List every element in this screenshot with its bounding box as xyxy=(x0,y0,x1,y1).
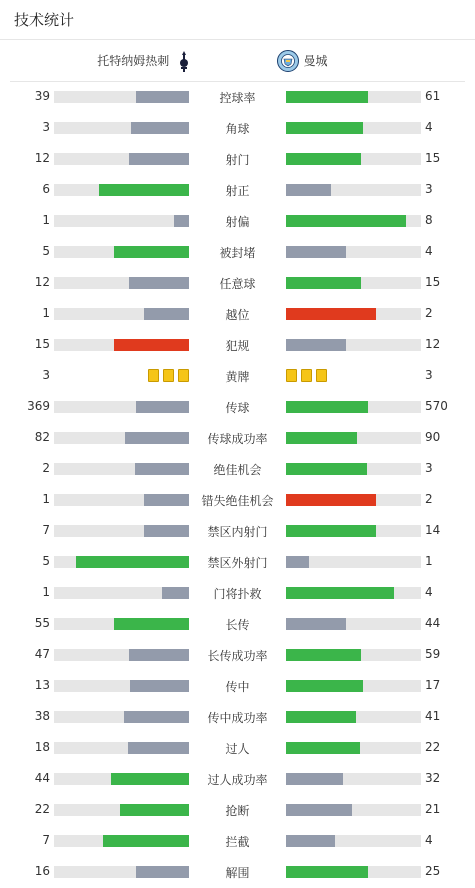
away-value: 2 xyxy=(425,492,433,506)
home-value: 18 xyxy=(34,740,50,754)
home-value: 55 xyxy=(34,616,50,630)
away-value: 22 xyxy=(425,740,441,754)
stat-label: 门将扑救 xyxy=(213,587,262,601)
away-bar xyxy=(286,122,421,134)
away-bar-fill xyxy=(286,866,368,878)
home-bar xyxy=(54,773,189,785)
away-bar-fill xyxy=(286,153,361,165)
home-value: 6 xyxy=(42,182,50,196)
yellow-card-icon xyxy=(286,369,297,382)
stat-label: 犯规 xyxy=(225,339,250,353)
home-bar xyxy=(54,742,189,754)
home-bar xyxy=(54,91,189,103)
stat-label: 长传成功率 xyxy=(207,649,268,663)
away-bar-fill xyxy=(286,773,343,785)
stat-row xyxy=(0,640,475,671)
home-bar-fill xyxy=(99,184,189,196)
home-bar xyxy=(54,339,189,351)
home-value: 22 xyxy=(34,802,50,816)
yellow-card-icon xyxy=(163,369,174,382)
away-bar xyxy=(286,277,421,289)
home-value: 3 xyxy=(42,120,50,134)
home-value: 1 xyxy=(42,306,50,320)
away-value: 3 xyxy=(425,368,433,382)
away-value: 25 xyxy=(425,864,441,878)
home-value: 39 xyxy=(34,89,50,103)
away-bar xyxy=(286,339,421,351)
away-bar-fill xyxy=(286,339,346,351)
away-value: 14 xyxy=(425,523,441,537)
home-value: 369 xyxy=(27,399,50,413)
home-bar xyxy=(54,618,189,630)
home-yellow-cards xyxy=(148,369,189,383)
home-value: 82 xyxy=(34,430,50,444)
home-bar xyxy=(54,525,189,537)
away-bar-fill xyxy=(286,277,361,289)
stat-row xyxy=(0,578,475,609)
away-bar-fill xyxy=(286,618,346,630)
home-value: 2 xyxy=(42,461,50,475)
stat-row xyxy=(0,609,475,640)
home-bar-fill xyxy=(125,432,189,444)
away-bar xyxy=(286,494,421,506)
stat-row xyxy=(0,733,475,764)
away-bar xyxy=(286,804,421,816)
home-bar-fill xyxy=(129,153,189,165)
away-value: 4 xyxy=(425,585,433,599)
home-bar-fill xyxy=(76,556,189,568)
away-bar xyxy=(286,587,421,599)
away-value: 12 xyxy=(425,337,441,351)
stat-row xyxy=(0,299,475,330)
away-value: 41 xyxy=(425,709,441,723)
stat-label: 传球成功率 xyxy=(207,432,268,446)
stat-row xyxy=(0,764,475,795)
away-bar xyxy=(286,215,421,227)
stat-row xyxy=(0,113,475,144)
away-bar xyxy=(286,184,421,196)
home-bar xyxy=(54,122,189,134)
home-bar-fill xyxy=(111,773,189,785)
home-team-name: 托特纳姆热刺 xyxy=(97,54,170,68)
stat-row xyxy=(0,144,475,175)
home-value: 13 xyxy=(34,678,50,692)
home-bar xyxy=(54,184,189,196)
home-value: 1 xyxy=(42,213,50,227)
stat-label: 拦截 xyxy=(225,835,250,849)
home-value: 7 xyxy=(42,833,50,847)
away-bar xyxy=(286,525,421,537)
home-value: 12 xyxy=(34,275,50,289)
away-team[interactable] xyxy=(239,50,466,72)
stat-row xyxy=(0,454,475,485)
home-value: 47 xyxy=(34,647,50,661)
home-bar-fill xyxy=(144,308,189,320)
away-bar xyxy=(286,649,421,661)
stat-label: 长传 xyxy=(225,618,250,632)
yellow-card-icon xyxy=(178,369,189,382)
away-bar-fill xyxy=(286,742,360,754)
home-bar-fill xyxy=(120,804,189,816)
away-bar xyxy=(286,618,421,630)
stat-row xyxy=(0,485,475,516)
away-value: 61 xyxy=(425,89,441,103)
home-bar-fill xyxy=(103,835,189,847)
away-bar-fill xyxy=(286,587,394,599)
stat-label: 越位 xyxy=(225,308,250,322)
yellow-card-icon xyxy=(301,369,312,382)
stat-row xyxy=(0,206,475,237)
away-bar-fill xyxy=(286,246,346,258)
stat-row xyxy=(0,175,475,206)
away-bar xyxy=(286,866,421,878)
stat-label: 控球率 xyxy=(219,91,256,105)
stat-label: 黄牌 xyxy=(225,370,250,384)
away-value: 4 xyxy=(425,244,433,258)
tottenham-crest-icon xyxy=(177,49,191,73)
stat-row xyxy=(0,361,475,392)
home-value: 1 xyxy=(42,492,50,506)
away-bar xyxy=(286,246,421,258)
away-value: 32 xyxy=(425,771,441,785)
away-value: 44 xyxy=(425,616,441,630)
stat-label: 传球 xyxy=(225,401,250,415)
away-bar xyxy=(286,773,421,785)
home-bar xyxy=(54,308,189,320)
mancity-crest-icon xyxy=(277,50,299,72)
away-bar-fill xyxy=(286,804,352,816)
away-bar xyxy=(286,556,421,568)
away-bar-fill xyxy=(286,680,363,692)
teams-row xyxy=(10,40,465,82)
away-bar xyxy=(286,432,421,444)
home-bar-fill xyxy=(136,91,189,103)
away-value: 15 xyxy=(425,151,441,165)
away-value: 3 xyxy=(425,461,433,475)
away-value: 2 xyxy=(425,306,433,320)
home-bar xyxy=(54,215,189,227)
stat-row xyxy=(0,826,475,857)
stat-label: 绝佳机会 xyxy=(213,463,262,477)
stat-row xyxy=(0,330,475,361)
away-bar-fill xyxy=(286,215,406,227)
home-bar xyxy=(54,153,189,165)
home-value: 5 xyxy=(42,554,50,568)
home-value: 5 xyxy=(42,244,50,258)
away-bar-fill xyxy=(286,401,368,413)
stats-header xyxy=(0,0,475,40)
away-bar-fill xyxy=(286,91,368,103)
home-bar-fill xyxy=(144,525,189,537)
stat-label: 传中 xyxy=(225,680,250,694)
stat-label: 射偏 xyxy=(225,215,250,229)
home-bar-fill xyxy=(131,122,189,134)
stat-label: 禁区内射门 xyxy=(207,525,268,539)
away-bar-fill xyxy=(286,432,357,444)
away-bar xyxy=(286,401,421,413)
home-bar-fill xyxy=(114,246,189,258)
home-bar xyxy=(54,680,189,692)
stat-row xyxy=(0,547,475,578)
stat-row xyxy=(0,392,475,423)
away-bar xyxy=(286,742,421,754)
away-bar-fill xyxy=(286,463,367,475)
away-value: 17 xyxy=(425,678,441,692)
away-value: 3 xyxy=(425,182,433,196)
stat-label: 解围 xyxy=(225,866,250,880)
away-value: 59 xyxy=(425,647,441,661)
stat-row xyxy=(0,702,475,733)
home-bar xyxy=(54,835,189,847)
stat-row xyxy=(0,82,475,113)
home-bar-fill xyxy=(135,463,189,475)
stat-label: 被封堵 xyxy=(219,246,256,260)
away-bar xyxy=(286,153,421,165)
away-bar xyxy=(286,711,421,723)
home-bar xyxy=(54,277,189,289)
stat-label: 抢断 xyxy=(225,804,250,818)
home-bar xyxy=(54,711,189,723)
stat-label: 过人 xyxy=(225,742,250,756)
home-bar-fill xyxy=(128,742,189,754)
stat-row xyxy=(0,423,475,454)
away-bar xyxy=(286,680,421,692)
away-bar-fill xyxy=(286,556,309,568)
home-bar xyxy=(54,432,189,444)
home-value: 38 xyxy=(34,709,50,723)
stat-row xyxy=(0,795,475,826)
stat-label: 角球 xyxy=(225,122,250,136)
home-bar xyxy=(54,401,189,413)
home-bar-fill xyxy=(136,401,189,413)
page-title: 技术统计 xyxy=(14,11,75,29)
home-bar xyxy=(54,556,189,568)
away-bar xyxy=(286,463,421,475)
away-value: 4 xyxy=(425,120,433,134)
home-bar-fill xyxy=(144,494,189,506)
away-bar xyxy=(286,308,421,320)
home-bar xyxy=(54,494,189,506)
away-yellow-cards xyxy=(286,369,327,383)
away-bar-fill xyxy=(286,122,363,134)
stat-label: 禁区外射门 xyxy=(207,556,268,570)
away-value: 4 xyxy=(425,833,433,847)
home-bar xyxy=(54,587,189,599)
away-value: 21 xyxy=(425,802,441,816)
away-value: 15 xyxy=(425,275,441,289)
away-bar-fill xyxy=(286,525,376,537)
home-bar-fill xyxy=(114,618,189,630)
stat-label: 传中成功率 xyxy=(207,711,268,725)
home-bar-fill xyxy=(124,711,189,723)
stat-row xyxy=(0,268,475,299)
away-bar-fill xyxy=(286,184,331,196)
home-bar-fill xyxy=(114,339,189,351)
home-bar-fill xyxy=(136,866,189,878)
yellow-card-icon xyxy=(148,369,159,382)
home-value: 44 xyxy=(34,771,50,785)
home-bar-fill xyxy=(130,680,189,692)
home-value: 1 xyxy=(42,585,50,599)
away-team-name: 曼城 xyxy=(303,54,328,68)
away-value: 8 xyxy=(425,213,433,227)
home-value: 12 xyxy=(34,151,50,165)
home-bar-fill xyxy=(129,277,189,289)
away-bar xyxy=(286,835,421,847)
home-value: 16 xyxy=(34,864,50,878)
home-bar xyxy=(54,463,189,475)
stat-row xyxy=(0,516,475,547)
stat-label: 射正 xyxy=(225,184,250,198)
away-value: 90 xyxy=(425,430,441,444)
stat-label: 过人成功率 xyxy=(207,773,268,787)
stat-label: 错失绝佳机会 xyxy=(201,494,274,508)
home-bar xyxy=(54,804,189,816)
away-value: 1 xyxy=(425,554,433,568)
away-bar-fill xyxy=(286,711,356,723)
yellow-card-icon xyxy=(316,369,327,382)
home-bar-fill xyxy=(162,587,189,599)
stat-label: 任意球 xyxy=(219,277,256,291)
home-value: 15 xyxy=(34,337,50,351)
stats-list xyxy=(0,82,475,888)
stat-row xyxy=(0,671,475,702)
stat-label: 射门 xyxy=(225,153,250,167)
away-bar xyxy=(286,91,421,103)
away-bar-fill xyxy=(286,835,335,847)
stat-row xyxy=(0,857,475,888)
away-value: 570 xyxy=(425,399,448,413)
stat-row xyxy=(0,237,475,268)
away-bar-fill xyxy=(286,649,361,661)
home-value: 3 xyxy=(42,368,50,382)
away-bar-fill xyxy=(286,308,376,320)
home-bar xyxy=(54,246,189,258)
home-team[interactable] xyxy=(10,49,239,73)
home-bar xyxy=(54,866,189,878)
home-bar-fill xyxy=(129,649,189,661)
home-bar-fill xyxy=(174,215,189,227)
home-bar xyxy=(54,649,189,661)
home-value: 7 xyxy=(42,523,50,537)
away-bar-fill xyxy=(286,494,376,506)
